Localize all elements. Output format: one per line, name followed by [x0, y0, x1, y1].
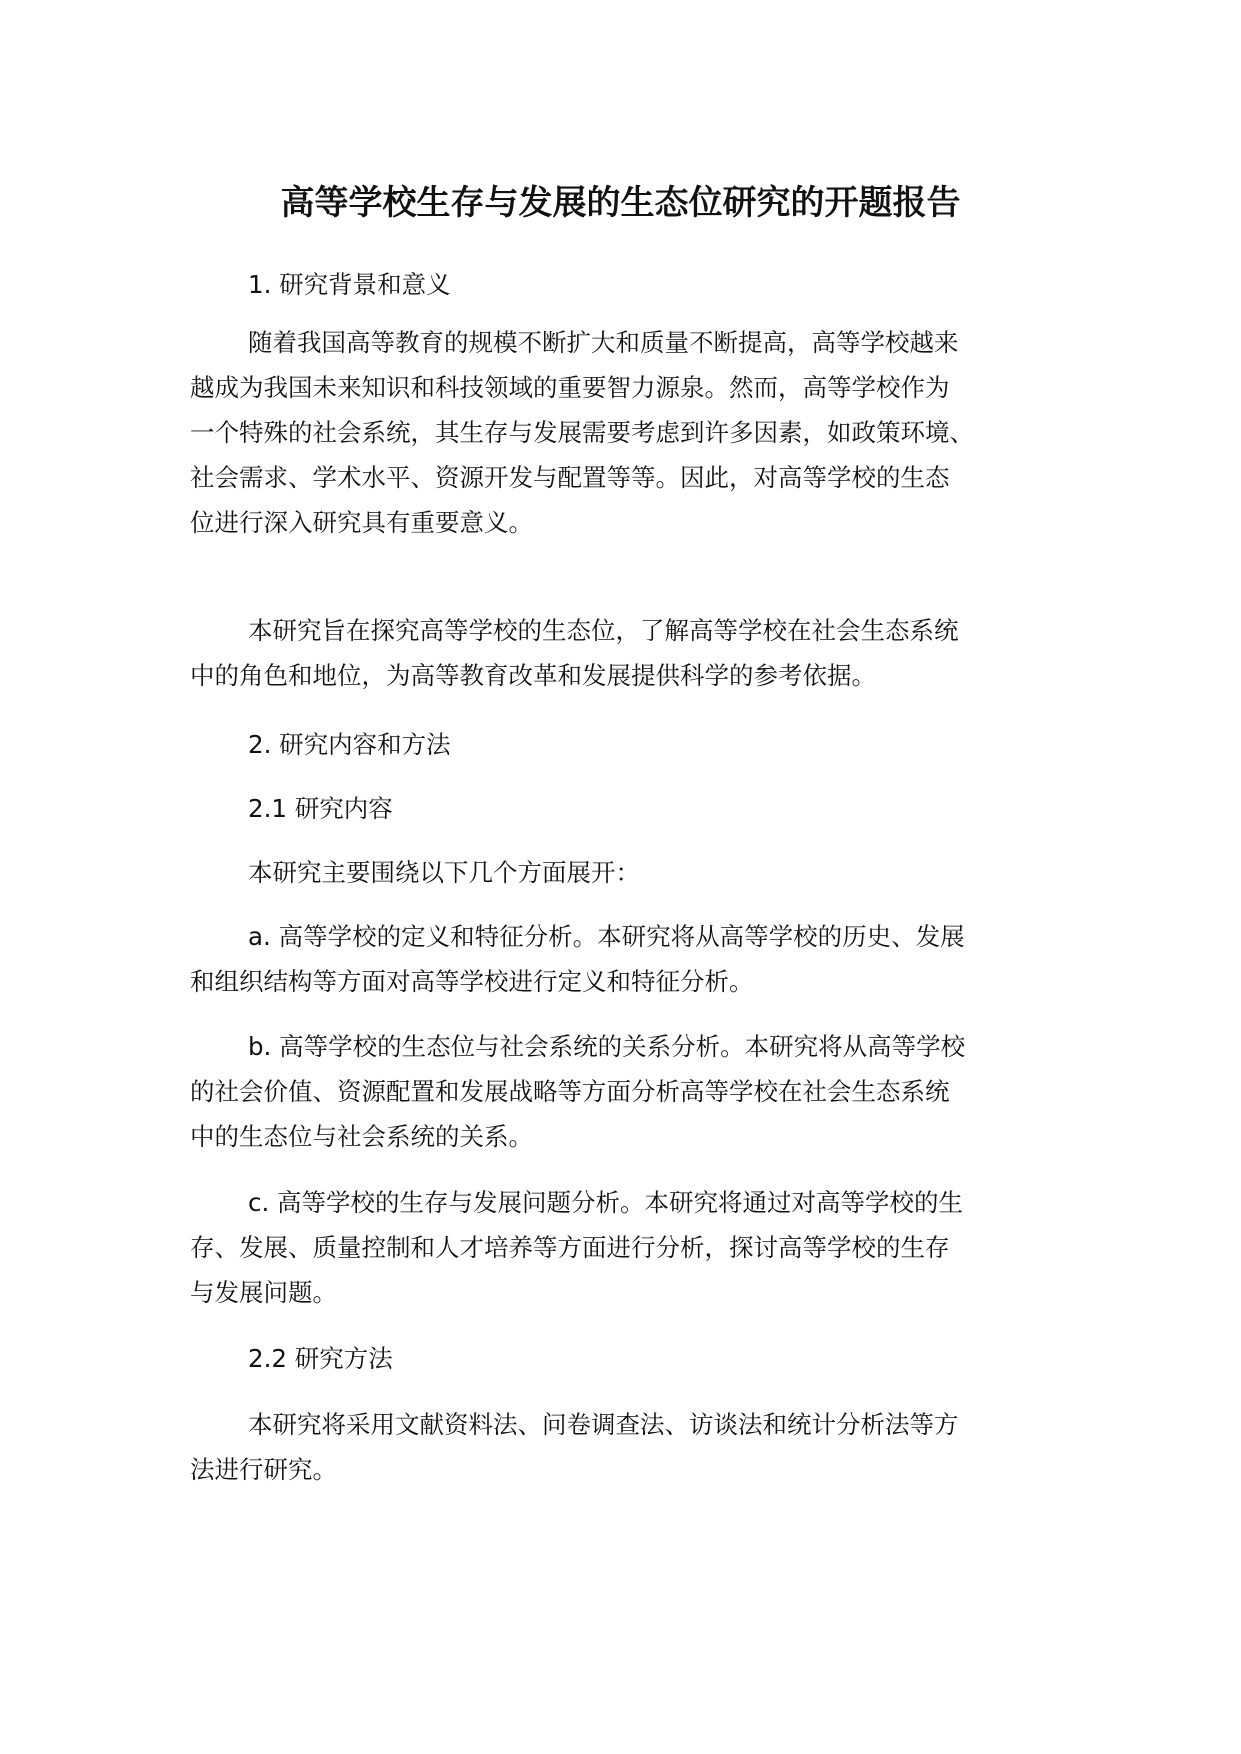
paragraph-line: 与发展问题。 — [190, 1278, 337, 1307]
document-title: 高等学校生存与发展的生态位研究的开题报告 — [280, 183, 961, 223]
paragraph-line: c. 高等学校的生存与发展问题分析。本研究将通过对高等学校的生 — [248, 1188, 964, 1217]
section-heading-background — [190, 262, 451, 307]
paragraph-line: 和组织结构等方面对高等学校进行定义和特征分析。 — [190, 967, 754, 996]
paragraph-methods — [190, 1402, 959, 1492]
paragraph-line: 位进行深入研究具有重要意义。 — [190, 508, 533, 537]
paragraph-line: 中的角色和地位，为高等教育改革和发展提供科学的参考依据。 — [190, 661, 876, 690]
paragraph-line: 存、发展、质量控制和人才培养等方面进行分析，探讨高等学校的生存 — [190, 1233, 950, 1262]
paragraph-line: a. 高等学校的定义和特征分析。本研究将从高等学校的历史、发展 — [248, 922, 965, 951]
heading-text: 2.2 研究方法 — [248, 1344, 393, 1373]
paragraph-line: 越成为我国未来知识和科技领域的重要智力源泉。然而，高等学校作为 — [190, 373, 950, 402]
paragraph-item-c — [190, 1180, 963, 1315]
paragraph-item-b — [190, 1024, 965, 1159]
paragraph-item-a — [190, 914, 965, 1004]
paragraph-intro — [190, 850, 640, 895]
paragraph-line: 的社会价值、资源配置和发展战略等方面分析高等学校在社会生态系统 — [190, 1077, 950, 1106]
paragraph-line: b. 高等学校的生态位与社会系统的关系分析。本研究将从高等学校 — [248, 1032, 966, 1061]
paragraph-line: 法进行研究。 — [190, 1455, 337, 1484]
paragraph-background — [190, 320, 974, 545]
subsection-heading-content — [190, 786, 393, 831]
paragraph-line: 本研究旨在探究高等学校的生态位，了解高等学校在社会生态系统 — [248, 616, 959, 645]
section-heading-content-methods — [190, 722, 451, 767]
paragraph-line: 本研究将采用文献资料法、问卷调查法、访谈法和统计分析法等方 — [248, 1410, 959, 1439]
paragraph-aim — [190, 608, 959, 698]
heading-text: 2.1 研究内容 — [248, 794, 393, 823]
subsection-heading-methods — [190, 1336, 393, 1381]
heading-text: 1. 研究背景和意义 — [248, 270, 451, 299]
paragraph-line: 随着我国高等教育的规模不断扩大和质量不断提高，高等学校越来 — [248, 328, 959, 357]
paragraph-line: 本研究主要围绕以下几个方面展开： — [248, 858, 640, 887]
paragraph-line: 中的生态位与社会系统的关系。 — [190, 1122, 533, 1151]
heading-text: 2. 研究内容和方法 — [248, 730, 451, 759]
paragraph-line: 社会需求、学术水平、资源开发与配置等等。因此，对高等学校的生态 — [190, 463, 950, 492]
paragraph-line: 一个特殊的社会系统，其生存与发展需要考虑到许多因素，如政策环境、 — [190, 418, 974, 447]
